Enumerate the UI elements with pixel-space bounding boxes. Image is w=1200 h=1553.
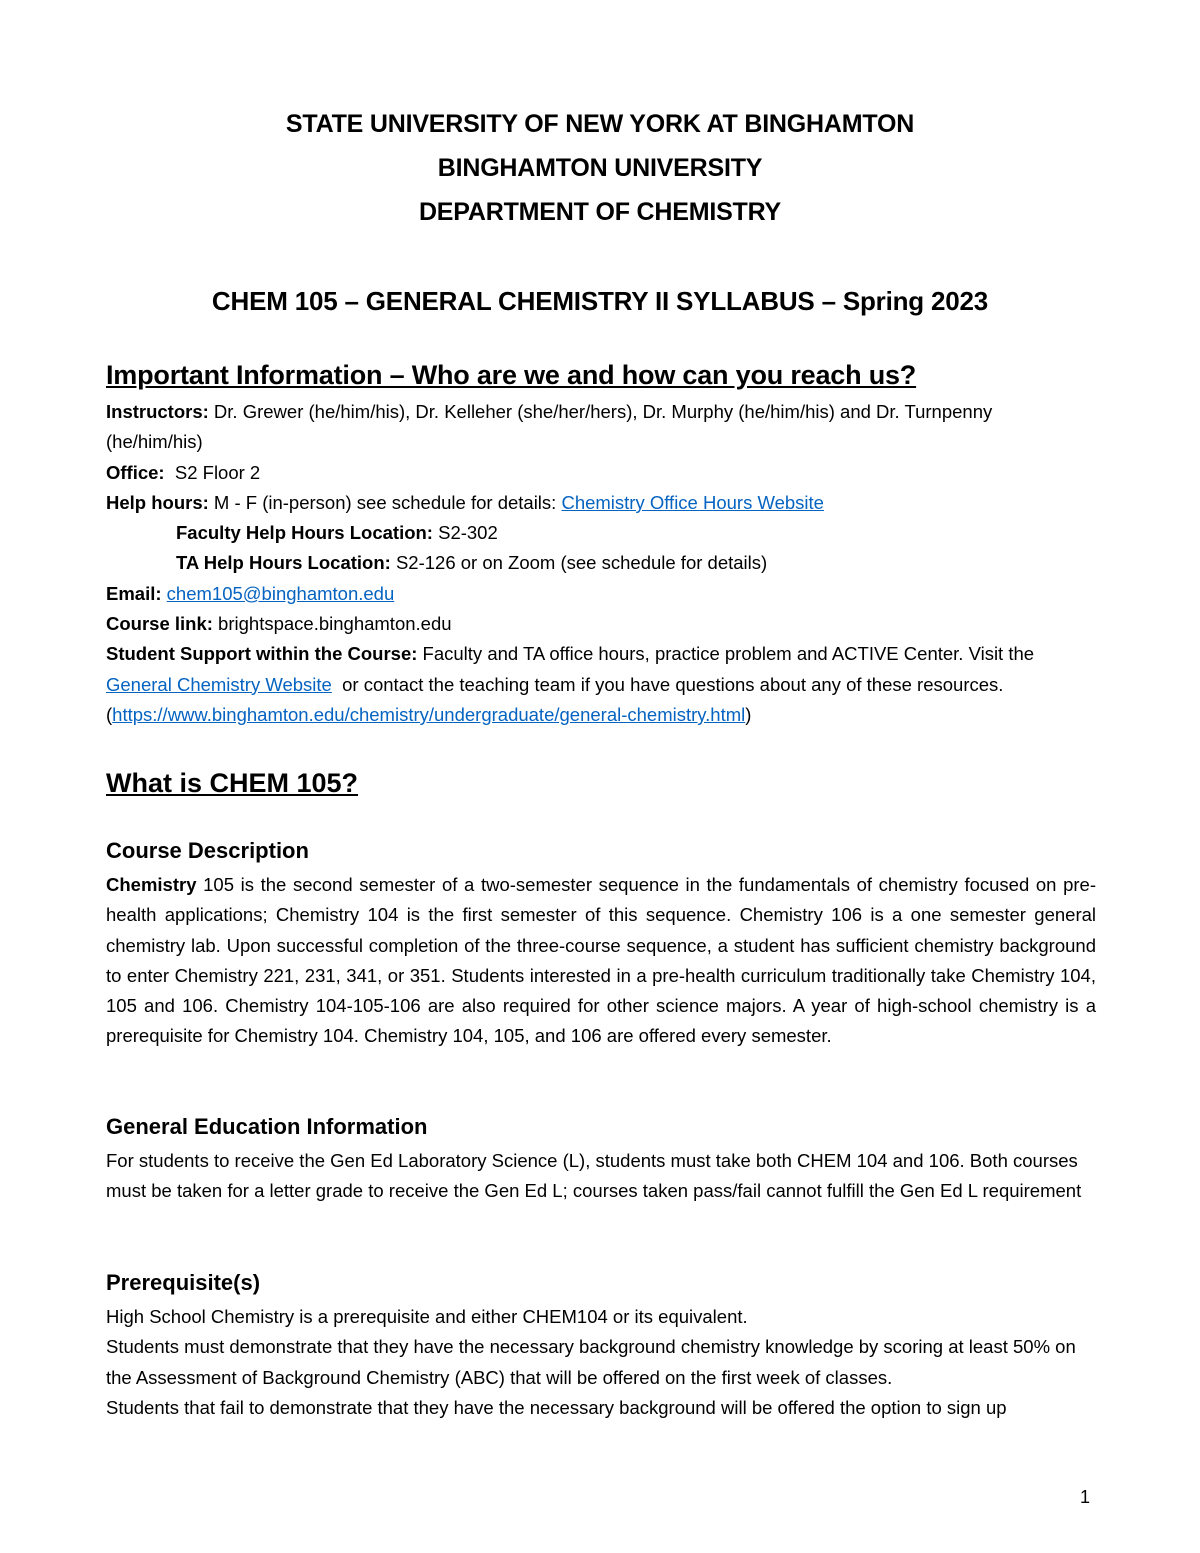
- office-value: S2 Floor 2: [164, 461, 261, 483]
- important-info-heading: Important Information – Who are we and how can you reach us?: [106, 360, 917, 390]
- what-is-chem105-heading: What is CHEM 105?: [106, 768, 359, 798]
- course-link-label: Course link:: [106, 613, 213, 635]
- help-hours-line: [106, 488, 1096, 518]
- general-chemistry-url-link[interactable]: https://www.binghamton.edu/chemistry/undergraduate/general-chemistry.html: [112, 703, 746, 725]
- syllabus-title: CHEM 105 – GENERAL CHEMISTRY II SYLLABUS – Spring 2023: [211, 286, 989, 316]
- university-name: STATE UNIVERSITY OF NEW YORK AT BINGHAMTON: [285, 110, 915, 138]
- instructors-value: Dr. Grewer (he/him/his), Dr. Kelleher (she/her/hers), Dr. Murphy (he/him/his) and Dr. Turnpenny: [208, 401, 993, 422]
- url-close-paren: ): [745, 703, 752, 725]
- instructors-value-cont: (he/him/his): [106, 431, 203, 453]
- faculty-help-line: [106, 518, 1096, 548]
- student-support-value-2: or contact the teaching team if you have questions about any of these resources.: [331, 673, 1004, 695]
- general-education-text: For students to receive the Gen Ed Laboratory Science (L), students must take both CHEM 104 and 106. Both courses must be taken for a letter grade to receive the Gen Ed L; courses taken pass/fail cannot fulfill the Gen Ed L requirement: [106, 1150, 1082, 1202]
- student-support-line: [106, 639, 1096, 669]
- page-number: 1: [1080, 1487, 1091, 1507]
- prerequisites-line-3: Students that fail to demonstrate that they have the necessary background will be offered the option to sign up: [106, 1396, 1007, 1418]
- help-hours-value: M - F (in-person) see schedule for details:: [208, 491, 562, 513]
- email-line: [106, 579, 1096, 609]
- ta-help-value: S2-126 or on Zoom (see schedule for details): [390, 552, 768, 574]
- url-open-paren: (: [106, 703, 113, 725]
- course-description-text: [106, 870, 1096, 1052]
- student-support-line-2: [106, 670, 1096, 700]
- prerequisites-line-2: Students must demonstrate that they have the necessary background chemistry knowledge by scoring at least 50% on the Assessment of Background Chemistry (ABC) that will be offered on the first week of classes.: [106, 1336, 1076, 1388]
- ta-help-line: [106, 548, 1096, 578]
- course-description-heading: Course Description: [106, 838, 309, 863]
- email-link[interactable]: chem105@binghamton.edu: [166, 582, 395, 604]
- prerequisites-text: [106, 1302, 1096, 1423]
- prerequisites-line-1: High School Chemistry is a prerequisite and either CHEM104 or its equivalent.: [106, 1306, 748, 1327]
- course-link-line: [106, 609, 1096, 639]
- office-hours-website-link[interactable]: Chemistry Office Hours Website: [561, 491, 824, 513]
- faculty-help-label: Faculty Help Hours Location:: [176, 522, 433, 544]
- faculty-help-value: S2-302: [432, 522, 498, 544]
- office-line: [106, 458, 1096, 488]
- general-chemistry-website-link[interactable]: General Chemistry Website: [106, 673, 332, 695]
- course-link-value: brightspace.binghamton.edu: [212, 613, 452, 635]
- course-description-bold: Chemistry: [106, 874, 197, 895]
- url-line: [106, 700, 1096, 730]
- contact-info-block: [106, 397, 1096, 730]
- department-name: DEPARTMENT OF CHEMISTRY: [418, 198, 782, 226]
- email-label: Email:: [106, 582, 162, 604]
- instructors-line-cont: [106, 427, 1096, 457]
- general-education-heading: General Education Information: [106, 1114, 428, 1139]
- university-short-name: BINGHAMTON UNIVERSITY: [437, 154, 763, 182]
- instructors-line: [106, 397, 1096, 427]
- student-support-value: Faculty and TA office hours, practice problem and ACTIVE Center. Visit the: [417, 643, 1035, 665]
- help-hours-label: Help hours:: [106, 491, 209, 513]
- ta-help-label: TA Help Hours Location:: [176, 552, 391, 574]
- office-label: Office:: [106, 461, 165, 483]
- course-description-body: 105 is the second semester of a two-semester sequence in the fundamentals of chemistry focused on pre-health applications; Chemistry 104 is the first semester of this sequence. Chemistry 106 is a one semester general chemistry lab. Upon successful completion of the three-course sequence, a student has sufficient chemistry background to enter Chemistry 221, 231, 341, or 351. Students interested in a pre-health curriculum traditionally take Chemistry 104, 105 and 106. Chemistry 104-105-106 are also required for other science majors. A year of high-school chemistry is a prerequisite for Chemistry 104. Chemistry 104, 105, and 106 are offered every semester.: [106, 874, 1096, 1047]
- prerequisites-heading: Prerequisite(s): [106, 1270, 261, 1295]
- student-support-label: Student Support within the Course:: [106, 643, 418, 665]
- instructors-label: Instructors:: [106, 401, 209, 422]
